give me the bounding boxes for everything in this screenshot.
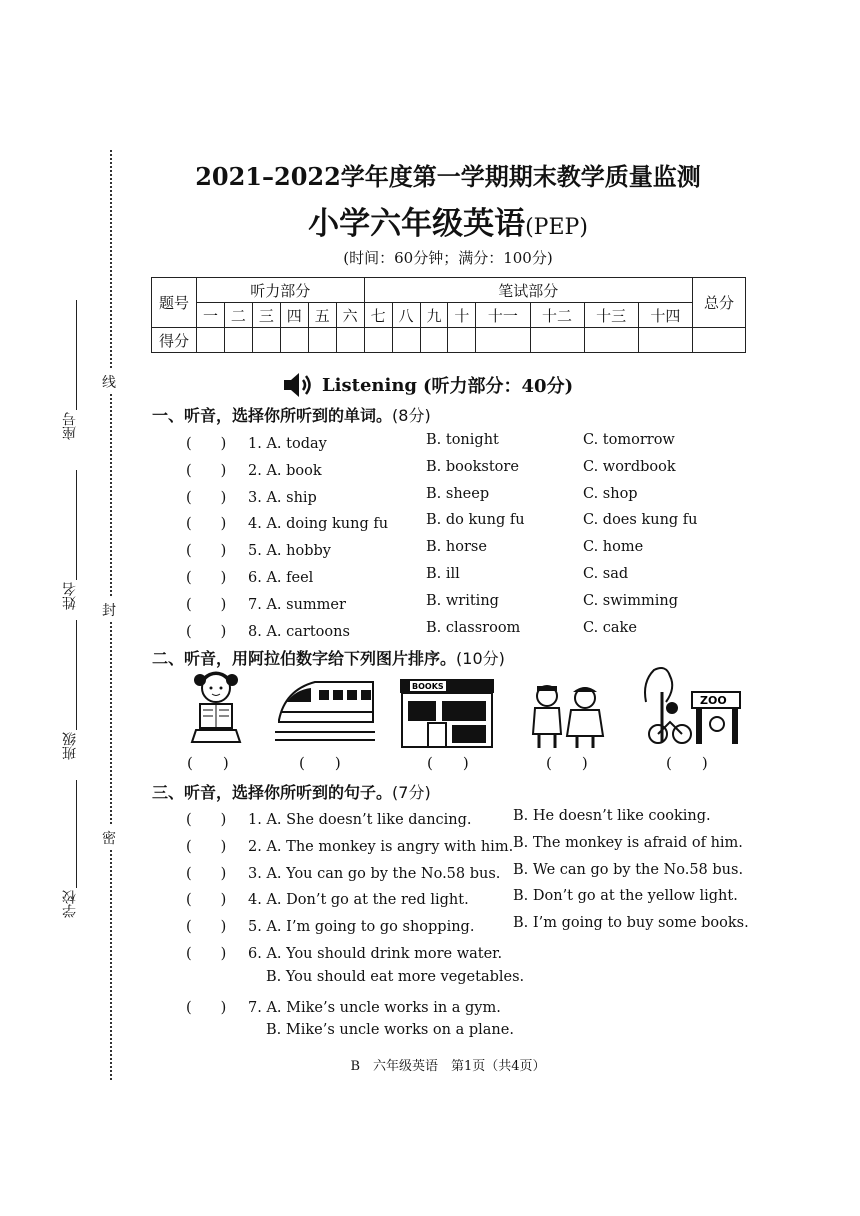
option-c: C. swimming (583, 593, 679, 609)
answer-blank[interactable]: ( ) (186, 919, 227, 935)
picture-answer-4[interactable]: ( ) (546, 754, 588, 772)
col-header: 六 (336, 303, 364, 328)
exam-title: 2021–2022学年度第一学期期末教学质量监测 (195, 162, 701, 191)
picture-answer-2[interactable]: ( ) (299, 754, 341, 772)
question-number: 3. (248, 866, 262, 882)
question-number: 8. (248, 624, 262, 640)
section3-points: (7分) (392, 783, 431, 802)
option-b: B. ill (426, 566, 460, 582)
answer-blank[interactable]: ( ) (186, 597, 227, 613)
section1-title: 一、听音，选择你所听到的单词。(8分) (152, 406, 431, 425)
col-header: 三 (252, 303, 280, 328)
option-a: A. summer (266, 597, 346, 613)
score-cell[interactable] (530, 328, 584, 353)
option-b: B. classroom (426, 620, 521, 636)
option-a: A. today (266, 436, 327, 452)
option-b: B. Mike’s uncle works on a plane. (266, 1022, 514, 1038)
score-cell[interactable] (308, 328, 336, 353)
option-a: A. ship (266, 490, 317, 506)
word-question-row (186, 459, 322, 480)
col-header: 八 (392, 303, 420, 328)
option-b: B. Don’t go at the yellow light. (513, 888, 738, 904)
option-c: C. sad (583, 566, 629, 582)
question-number: 1. (248, 436, 262, 452)
score-cell[interactable] (392, 328, 420, 353)
question-number: 6. (248, 570, 262, 586)
option-b: B. I’m going to buy some books. (513, 915, 749, 931)
question-number: 6. (248, 946, 262, 962)
school-line (76, 780, 77, 888)
score-table (151, 277, 746, 353)
sentence-question-row (186, 888, 469, 909)
option-b: B. bookstore (426, 459, 519, 475)
option-b: B. do kung fu (426, 512, 525, 528)
col-header: 二 (224, 303, 252, 328)
question-number: 7. (248, 1000, 262, 1016)
option-a: A. Mike’s uncle works in a gym. (266, 1000, 501, 1016)
sentence-question-row (186, 808, 472, 829)
col-header: 一 (197, 303, 225, 328)
col-header: 十四 (638, 303, 692, 328)
picture-answer-5[interactable]: ( ) (666, 754, 708, 772)
answer-blank[interactable]: ( ) (186, 543, 227, 559)
question-number: 4. (248, 892, 262, 908)
two-men-picture (525, 682, 610, 750)
answer-blank[interactable]: ( ) (186, 490, 227, 506)
option-c: C. cake (583, 620, 637, 636)
answer-blank[interactable]: ( ) (186, 812, 227, 828)
word-question-row (186, 512, 388, 533)
picture-answer-3[interactable]: ( ) (427, 754, 469, 772)
option-a: A. You should drink more water. (266, 946, 503, 962)
question-number: 4. (248, 516, 262, 532)
option-b: B. He doesn’t like cooking. (513, 808, 711, 824)
col-header: 十二 (530, 303, 584, 328)
question-number: 2. (248, 463, 262, 479)
section3-title: 三、听音，选择你所听到的句子。(7分) (152, 783, 431, 802)
answer-blank[interactable]: ( ) (186, 624, 227, 640)
exam-edition: (PEP) (525, 215, 588, 240)
answer-blank[interactable]: ( ) (186, 1000, 227, 1016)
word-question-row (186, 593, 346, 614)
option-b: B. writing (426, 593, 499, 609)
option-b: B. tonight (426, 432, 499, 448)
option-b: B. The monkey is afraid of him. (513, 835, 743, 851)
bookstore-picture (398, 675, 496, 749)
col-header: 九 (420, 303, 448, 328)
name-label: 姓名 (62, 582, 78, 610)
col-header: 十三 (584, 303, 638, 328)
total-score-header: 总分 (693, 278, 746, 328)
option-a: A. You can go by the No.58 bus. (266, 866, 501, 882)
option-b: B. horse (426, 539, 487, 555)
answer-blank[interactable]: ( ) (186, 436, 227, 452)
question-number: 5. (248, 543, 262, 559)
option-a: A. Don’t go at the red light. (266, 892, 469, 908)
train-picture (275, 660, 375, 750)
listening-part-header: 听力部分 (197, 278, 365, 303)
written-part-header: 笔试部分 (364, 278, 692, 303)
zoo-bike-picture (636, 662, 744, 748)
listening-header (282, 371, 573, 399)
option-a: A. doing kung fu (266, 516, 389, 532)
word-question-row (186, 620, 350, 641)
option-a: A. The monkey is angry with him. (266, 839, 514, 855)
col-header: 五 (308, 303, 336, 328)
option-c: C. shop (583, 486, 638, 502)
margin-tag-secret: 密 (102, 826, 116, 850)
question-number-header: 题号 (152, 278, 197, 328)
exam-time-info: (时间：60分钟；满分：100分) (343, 249, 553, 267)
score-cell[interactable] (448, 328, 476, 353)
question-number: 1. (248, 812, 262, 828)
sentence-question-row (186, 942, 502, 963)
score-row-label: 得分 (152, 328, 197, 353)
score-cell[interactable] (476, 328, 530, 353)
answer-blank[interactable]: ( ) (186, 839, 227, 855)
option-a: A. feel (266, 570, 314, 586)
answer-blank[interactable]: ( ) (186, 946, 227, 962)
answer-blank[interactable]: ( ) (186, 570, 227, 586)
exam-subject: 小学六年级英语(PEP) (308, 206, 588, 242)
option-a: A. She doesn’t like dancing. (266, 812, 472, 828)
option-a: A. I’m going to go shopping. (266, 919, 475, 935)
word-question-row (186, 566, 313, 587)
class-label: 班级 (62, 732, 78, 760)
word-question-row (186, 539, 331, 560)
bookstore-sign: BOOKS (412, 682, 444, 691)
picture-answer-1[interactable]: ( ) (187, 754, 229, 772)
option-b: B. sheep (426, 486, 490, 502)
section2-title: 二、听音，用阿拉伯数字给下列图片排序。(10分) (152, 649, 505, 668)
col-header: 十 (448, 303, 476, 328)
section1-points: (8分) (392, 406, 431, 425)
option-b: B. You should eat more vegetables. (266, 969, 525, 985)
answer-blank[interactable]: ( ) (186, 866, 227, 882)
margin-tag-line: 线 (102, 370, 116, 394)
seat-number-label: 座号 (62, 412, 78, 440)
col-header: 十一 (476, 303, 530, 328)
name-line (76, 470, 77, 580)
total-score-cell[interactable] (693, 328, 746, 353)
school-label: 学校 (62, 890, 78, 918)
answer-blank[interactable]: ( ) (186, 892, 227, 908)
girl-reading-picture (186, 660, 246, 750)
col-header: 四 (280, 303, 308, 328)
answer-blank[interactable]: ( ) (186, 463, 227, 479)
question-number: 3. (248, 490, 262, 506)
option-c: C. wordbook (583, 459, 676, 475)
option-a: A. book (266, 463, 322, 479)
option-a: A. hobby (266, 543, 331, 559)
sentence-question-row (186, 915, 474, 936)
sentence-question-row (186, 996, 501, 1017)
score-cell[interactable] (638, 328, 692, 353)
option-c: C. home (583, 539, 644, 555)
sentence-question-row (186, 835, 513, 856)
section2-points: (10分) (456, 649, 505, 668)
sentence-question-row (186, 862, 500, 883)
page-footer: B 六年级英语 第1页（共4页） (350, 1059, 546, 1074)
option-c: C. does kung fu (583, 512, 698, 528)
class-line (76, 620, 77, 730)
score-cell[interactable] (224, 328, 252, 353)
speaker-icon (282, 371, 316, 399)
zoo-sign: ZOO (700, 694, 727, 707)
score-cell[interactable] (336, 328, 364, 353)
option-b: B. We can go by the No.58 bus. (513, 862, 744, 878)
listening-note: (听力部分：40分) (423, 376, 574, 397)
margin-tag-seal: 封 (102, 598, 116, 622)
option-a: A. cartoons (266, 624, 350, 640)
question-number: 7. (248, 597, 262, 613)
col-header: 七 (364, 303, 392, 328)
score-cell[interactable] (197, 328, 225, 353)
word-question-row (186, 432, 327, 453)
answer-blank[interactable]: ( ) (186, 516, 227, 532)
score-cell[interactable] (252, 328, 280, 353)
listening-word: Listening (322, 374, 417, 396)
score-cell[interactable] (420, 328, 448, 353)
score-cell[interactable] (280, 328, 308, 353)
score-cell[interactable] (364, 328, 392, 353)
score-cell[interactable] (584, 328, 638, 353)
question-number: 2. (248, 839, 262, 855)
question-number: 5. (248, 919, 262, 935)
word-question-row (186, 486, 317, 507)
seat-number-line (76, 300, 77, 410)
option-c: C. tomorrow (583, 432, 675, 448)
